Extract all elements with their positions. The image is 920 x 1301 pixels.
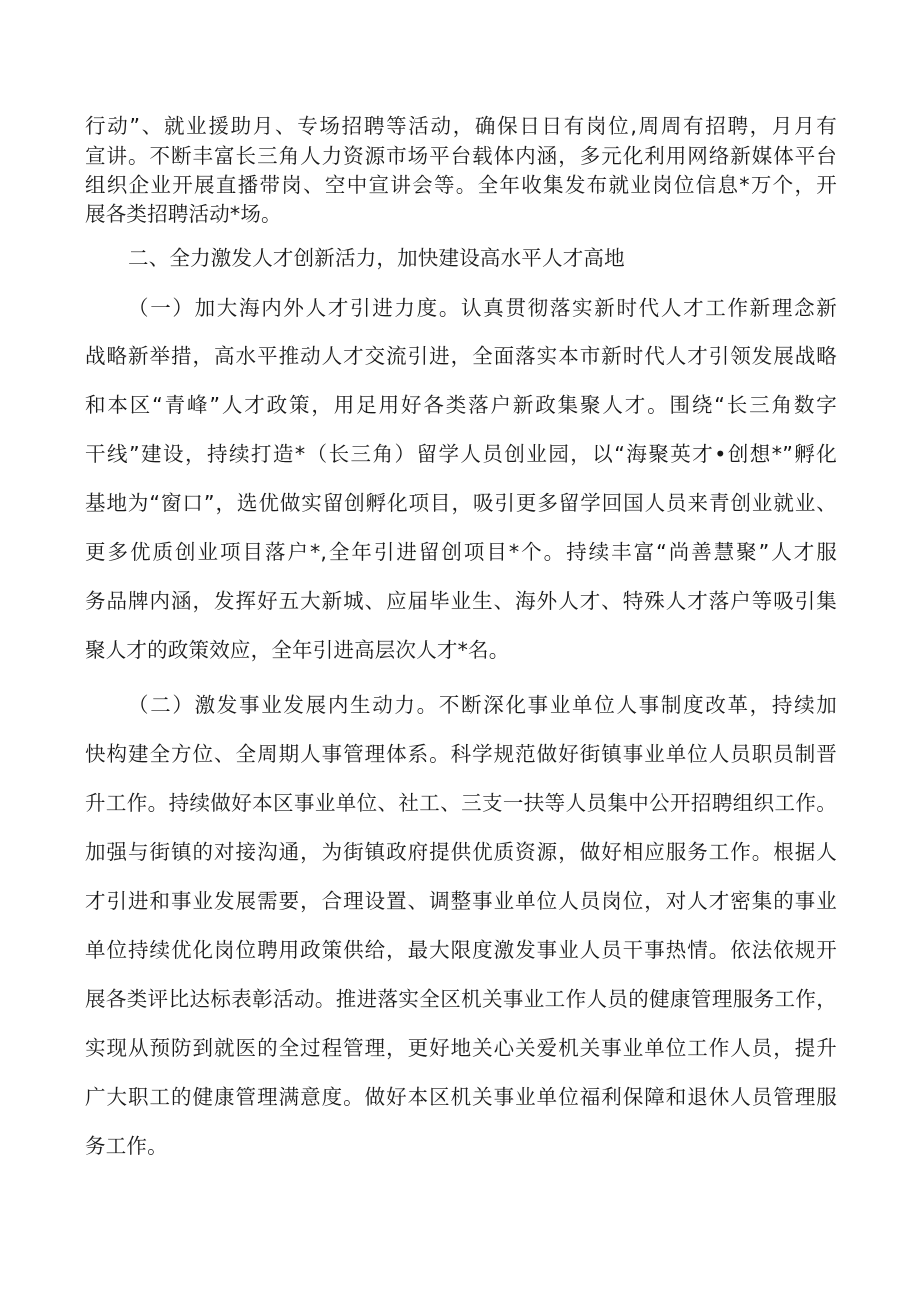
paragraph-line: 行动”、就业援助月、专场招聘等活动，确保日日有岗位,周周有招聘，月月有 [85,114,837,138]
paragraph-line: 实现从预防到就医的全过程管理，更好地关心关爱机关事业单位工作人员，提升 [85,1036,837,1060]
paragraph-line: 广大职工的健康管理满意度。做好本区机关事业单位福利保障和退休人员管理服 [85,1085,837,1109]
paragraph-line: 务品牌内涵，发挥好五大新城、应届毕业生、海外人才、特殊人才落户等吸引集 [85,589,837,613]
paragraph-line: （二）激发事业发展内生动力。不断深化事业单位人事制度改革，持续加 [128,693,837,717]
paragraph-line: 展各类招聘活动*场。 [85,202,282,226]
paragraph-line: 展各类评比达标表彰活动。推进落实全区机关事业工作人员的健康管理服务工作， [85,987,837,1011]
paragraph-line: 务工作。 [85,1134,168,1158]
paragraph-line: 基地为“窗口”，选优做实留创孵化项目，吸引更多留学回国人员来青创业就业、 [85,491,837,515]
section-heading: 二、全力激发人才创新活力，加快建设高水平人才高地 [128,246,625,270]
paragraph-line: 聚人才的政策效应，全年引进高层次人才*名。 [85,638,510,662]
paragraph-line: 升工作。持续做好本区事业单位、社工、三支一扶等人员集中公开招聘组织工作。 [85,791,837,815]
paragraph-line: 宣讲。不断丰富长三角人力资源市场平台载体内涵，多元化利用网络新媒体平台 [85,144,837,168]
paragraph-line: 和本区“青峰”人才政策，用足用好各类落户新政集聚人才。围绕“长三角数字 [85,393,837,417]
paragraph-line: 战略新举措，高水平推动人才交流引进，全面落实本市新时代人才引领发展战略 [85,344,837,368]
paragraph-line: （一）加大海内外人才引进力度。认真贯彻落实新时代人才工作新理念新 [128,296,837,320]
paragraph-line: 干线”建设，持续打造*（长三角）留学人员创业园，以“海聚英才•创想*”孵化 [85,442,837,466]
paragraph-line: 更多优质创业项目落户*,全年引进留创项目*个。持续丰富“尚善慧聚”人才服 [85,540,837,564]
paragraph-line: 组织企业开展直播带岗、空中宣讲会等。全年收集发布就业岗位信息*万个，开 [85,173,837,197]
paragraph-line: 加强与街镇的对接沟通，为街镇政府提供优质资源，做好相应服务工作。根据人 [85,840,837,864]
paragraph-line: 单位持续优化岗位聘用政策供给，最大限度激发事业人员干事热情。依法依规开 [85,938,837,962]
paragraph-line: 快构建全方位、全周期人事管理体系。科学规范做好街镇事业单位人员职员制晋 [85,742,837,766]
paragraph-line: 才引进和事业发展需要，合理设置、调整事业单位人员岗位，对人才密集的事业 [85,889,837,913]
